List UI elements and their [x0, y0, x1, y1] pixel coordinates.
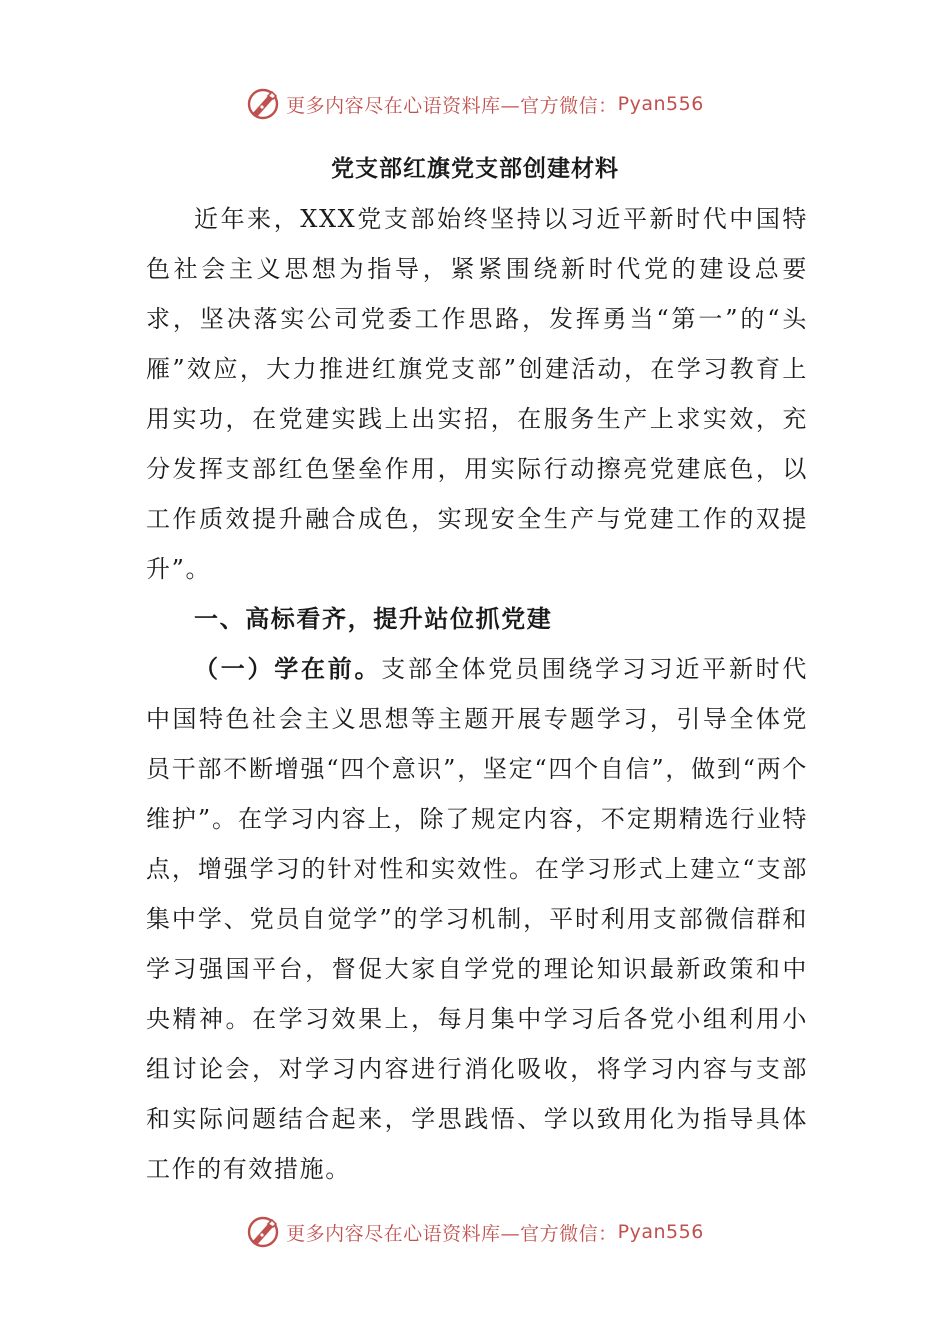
pen-nib-logo-icon — [246, 1215, 280, 1249]
footer-watermark-banner — [0, 1212, 950, 1252]
document-title: 党支部红旗党支部创建材料 — [331, 155, 619, 182]
banner-text: 更多内容尽在心语资料库—官方微信： — [286, 94, 618, 117]
header-watermark-banner — [0, 84, 950, 124]
subsection-lead: （一）学在前。 — [194, 654, 382, 683]
pen-nib-logo-icon — [246, 87, 280, 121]
banner-text: 更多内容尽在心语资料库—官方微信： — [286, 1222, 618, 1245]
subsection-paragraph — [146, 644, 808, 1194]
subsection-body: 支部全体党员围绕学习习近平新时代中国特色社会主义思想等主题开展专题学习，引导全体党员干部不断增强“四个意识”，坚定“四个自信”，做到“两个维护”。在学习内容上，除了规定内容，不定期精选行业特点，增强学习的针对性和实效性。在学习形式上建立“支部集中学、党员自觉学”的学习机制，平时利用支部微信群和学习强国平台，督促大家自学党的理论知识最新政策和中央精神。在学习效果上，每月集中学习后各党小组利用小组讨论会，对学习内容进行消化吸收，将学习内容与支部和实际问题结合起来，学思践悟、学以致用化为指导具体工作的有效措施。 — [146, 655, 808, 1183]
section-heading: 一、高标看齐，提升站位抓党建 — [194, 604, 553, 633]
intro-paragraph: 近年来，XXX党支部始终坚持以习近平新时代中国特色社会主义思想为指导，紧紧围绕新时代党的建设总要求，坚决落实公司党委工作思路，发挥勇当“第一”的“头雁”效应，大力推进红旗党支部”创建活动，在学习教育上用实功，在党建实践上出实招，在服务生产上求实效，充分发挥支部红色堡垒作用，用实际行动擦亮党建底色，以工作质效提升融合成色，实现安全生产与党建工作的双提升”。 — [146, 205, 808, 583]
document-body — [146, 194, 808, 1194]
wechat-id: Pyan556 — [617, 1221, 704, 1243]
wechat-id: Pyan556 — [617, 93, 704, 115]
